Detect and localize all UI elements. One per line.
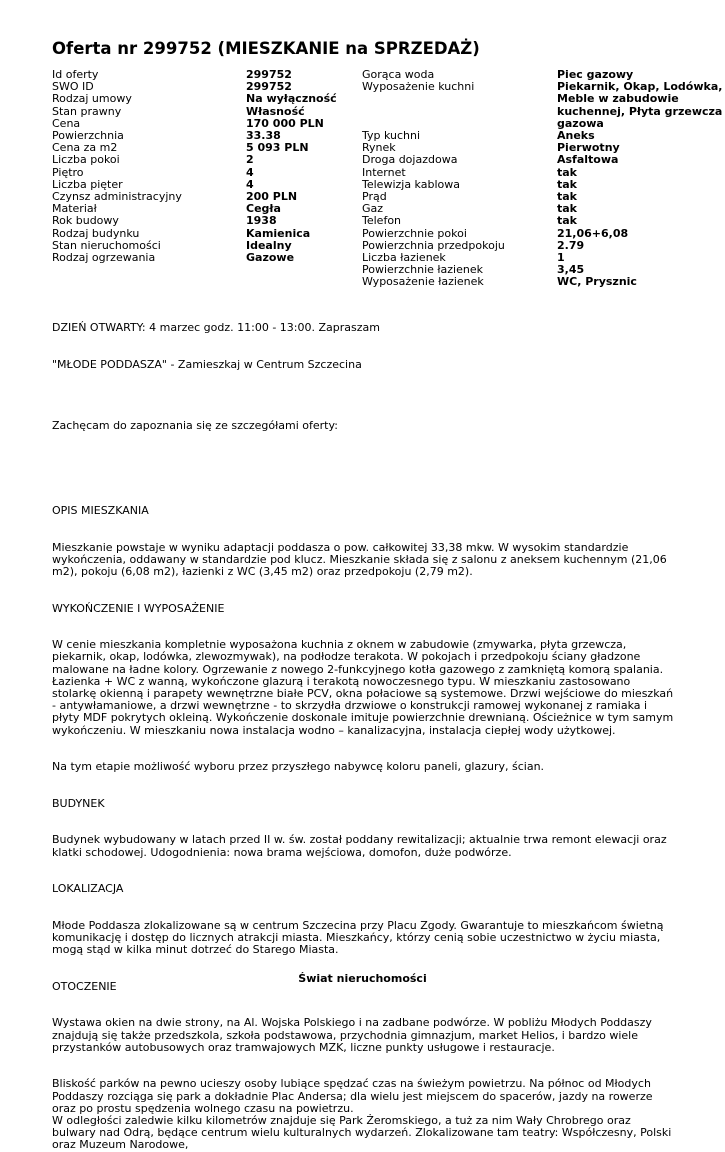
kitchen-equipment-line: Meble w zabudowie [557, 92, 679, 106]
spacer [52, 578, 674, 602]
detail-row [362, 191, 722, 203]
description-body [52, 322, 674, 1152]
detail-value: Własność [246, 104, 305, 118]
spacer [52, 810, 674, 834]
detail-label: Telewizja kablowa [362, 177, 460, 191]
details-left-column [52, 69, 356, 264]
detail-label: Cena [52, 116, 81, 130]
spacer [52, 737, 674, 761]
detail-row [362, 276, 722, 288]
detail-label: Rok budowy [52, 214, 119, 228]
open-day-text: DZIEŃ OTWARTY: 4 marzec godz. 11:00 - 13:00. Zapraszam [52, 321, 380, 334]
section-text-otoczenie: Wystawa okien na dwie strony, na Al. Wojska Polskiego i na zadbane podwórze. W pobliżu Młodych Poddaszy znajdują się także przedszkola, szkoła podstawowa, przychodnia gimnazjum, market Helios, i bardzo wiele przystanków autobusowych oraz tramwajowych MZK, liczne punkty usługowe i restauracje. [52, 1016, 652, 1054]
spacer [52, 859, 674, 883]
detail-value: Kamienica [246, 226, 311, 240]
detail-row [52, 154, 356, 166]
section-text-lokalizacja: Młode Poddasza zlokalizowane są w centrum Szczecina przy Placu Zgody. Gwarantuje to mieszkańcom świetną komunikację i dostęp do licznych atrakcji miasta. Mieszkańcy, którzy cenią sobie uczestnictwo w życiu miasta, mogą stąd w kilka minut dotrzeć do Starego Miasta. [52, 918, 664, 957]
detail-label: Powierzchnie pokoi [362, 226, 467, 240]
detail-value: 3,45 [557, 264, 585, 277]
detail-label: Liczba łazienek [362, 251, 446, 265]
detail-row-kitchen-equipment [362, 81, 722, 130]
section-text-budynek: Budynek wybudowany w latach przed II w. św. został poddany rewitalizacji; aktualnie trwa remont elewacji oraz klatki schodowej. Udogodnienia: nowa brama wejściowa, domofon, duże podwórze. [52, 833, 667, 859]
detail-value: tak [557, 191, 577, 204]
detail-row [52, 106, 356, 118]
detail-label: Id oferty [52, 68, 99, 81]
page-title: Oferta nr 299752 (MIESZKANIE na SPRZEDAŻ) [52, 39, 480, 58]
details-right-column [362, 69, 722, 289]
detail-row [362, 167, 722, 179]
section-heading-otoczenie: OTOCZENIE [52, 979, 117, 993]
spacer [52, 481, 674, 505]
section-heading-lokalizacja: LOKALIZACJA [52, 882, 124, 896]
detail-value: Idealny [246, 238, 292, 252]
detail-row [362, 179, 722, 191]
detail-label: Stan prawny [52, 104, 122, 118]
page-footer: Świat nieruchomości [298, 972, 427, 985]
detail-label: Internet [362, 165, 406, 179]
detail-label: Powierzchnia przedpokoju [362, 238, 505, 252]
detail-value: 2.79 [557, 239, 585, 252]
detail-value: Asfaltowa [557, 154, 619, 167]
detail-value-multiline [557, 81, 722, 130]
detail-value: Cegła [246, 202, 281, 216]
spacer [52, 517, 674, 541]
detail-label: Typ kuchni [362, 129, 421, 143]
detail-label: Cena za m2 [52, 141, 118, 155]
detail-row [52, 215, 356, 227]
detail-row [52, 228, 356, 240]
detail-label: Powierzchnia [52, 129, 124, 143]
detail-value: tak [557, 178, 577, 191]
section-text-otoczenie-3: W odległości zaledwie kilku kilometrów znajduje się Park Żeromskiego, a tuż za nim Wały Chrobrego oraz bulwary nad Odrą, będące centrum wielu kulturalnych wydarzeń. Zlokalizowane tam teatry: Współczesny, Polski oraz Muzeum Narodowe, [52, 1113, 672, 1152]
detail-label: Czynsz administracyjny [52, 190, 182, 204]
detail-value: 2 [246, 153, 254, 167]
detail-label: Droga dojazdowa [362, 153, 458, 167]
detail-value: tak [557, 215, 577, 228]
kitchen-equipment-line: gazowa [557, 116, 604, 130]
detail-label: Rodzaj budynku [52, 226, 140, 240]
detail-row [52, 191, 356, 203]
detail-value: 5 093 PLN [246, 141, 309, 155]
detail-label: Stan nieruchomości [52, 238, 161, 252]
detail-value: Pierwotny [557, 142, 620, 155]
detail-value: 21,06+6,08 [557, 227, 629, 240]
spacer [52, 432, 674, 456]
detail-value: Gazowe [246, 251, 295, 265]
section-note-wykonczenie: Na tym etapie możliwość wyboru przez przyszłego nabywcę koloru paneli, glazury, ścian. [52, 760, 545, 774]
detail-label: Wyposażenie kuchni [362, 80, 475, 94]
detail-label: Piętro [52, 165, 84, 179]
detail-value: 299752 [246, 80, 292, 94]
detail-label: Gorąca woda [362, 68, 435, 81]
tagline-text: "MŁODE PODDASZA" - Zamieszkaj w Centrum Szczecina [52, 357, 362, 371]
detail-value: 4 [246, 177, 254, 191]
detail-label: Gaz [362, 202, 384, 216]
detail-value: 1 [557, 252, 565, 265]
detail-value: 1938 [246, 214, 277, 228]
spacer [52, 456, 674, 480]
section-heading-wykonczenie: WYKOŃCZENIE I WYPOSAŻENIE [52, 601, 225, 615]
invite-text: Zachęcam do zapoznania się ze szczegółami oferty: [52, 418, 338, 432]
detail-value: 200 PLN [246, 190, 298, 204]
kitchen-equipment-line: kuchennej, Płyta grzewcza [557, 104, 722, 118]
detail-row [362, 228, 722, 240]
spacer [52, 334, 674, 358]
detail-value: 299752 [246, 68, 292, 81]
detail-label: Liczba pokoi [52, 153, 120, 167]
detail-label: Telefon [362, 214, 402, 228]
section-text-wykonczenie: W cenie mieszkania kompletnie wyposażona kuchnia z oknem w zabudowie (zmywarka, płyta grzewcza, piekarnik, okap, lodówka, zlewozmywak), na podłodze terakota. W pokojach i przedpokoju ściany gładzone malowane na ładne kolory. Ogrzewanie z nowego 2-funkcyjnego kotła gazowego z zamkniętą komorą spalania. Łazienka + WC z wanną, wykończone glazurą i terakotą nowoczesnego typu. W mieszkaniu zastosowano stolarkę okienną i parapety wewnętrzne białe PCV, okna połaciowe są systemowe. Drzwi wejściowe do mieszkań - antywłamaniowe, a drzwi wewnętrzne - to skrzydła drzwiowe o konstrukcji ramowej wykonanej z ramiaka i płyty MDF pokrytych okleiną. Wykończenie doskonale imituje powierzchnie drewnianą. Ościeżnice w tym samym wykończeniu. W mieszkaniu nowa instalacja wodno – kanalizacyjna, instalacja ciepłej wody użytkowej. [52, 638, 674, 737]
detail-value: 33.38 [246, 129, 281, 143]
kitchen-equipment-line: Piekarnik, Okap, Lodówka, [557, 81, 722, 94]
detail-row [362, 215, 722, 227]
section-text-opis: Mieszkanie powstaje w wyniku adaptacji poddasza o pow. całkowitej 33,38 mkw. W wysokim standardzie wykończenia, oddawany w standardzie pod klucz. Mieszkanie składa się z salonu z aneksem kuchennym (21,06 m2), pokoju (6,08 m2), łazienki z WC (3,45 m2) oraz przedpokoju (2,79 m2). [52, 540, 667, 578]
detail-label: Rodzaj umowy [52, 92, 132, 106]
detail-row [52, 69, 356, 81]
spacer [52, 371, 674, 395]
detail-value: tak [557, 203, 577, 216]
detail-row [52, 167, 356, 179]
detail-label: Powierzchnie łazienek [362, 263, 483, 277]
detail-value: Aneks [557, 130, 595, 143]
section-heading-opis: OPIS MIESZKANIA [52, 503, 149, 517]
detail-value: 4 [246, 165, 254, 179]
detail-label: Liczba pięter [52, 177, 123, 191]
detail-value: Piec gazowy [557, 69, 634, 81]
spacer [52, 395, 674, 419]
detail-value: tak [557, 166, 577, 179]
detail-value: Na wyłączność [246, 92, 337, 106]
detail-value: 170 000 PLN [246, 116, 324, 130]
detail-label: Rynek [362, 141, 396, 155]
detail-row [52, 93, 356, 105]
detail-row [52, 252, 356, 264]
spacer [52, 615, 674, 639]
detail-value: WC, Prysznic [557, 276, 637, 289]
spacer [52, 773, 674, 797]
section-heading-budynek: BUDYNEK [52, 796, 105, 810]
detail-row [362, 203, 722, 215]
detail-row [362, 130, 722, 142]
section-text-otoczenie-2: Bliskość parków na pewno ucieszy osoby lubiące spędzać czas na świeżym powietrzu. Na północ od Młodych Poddaszy rozciąga się park a dokładnie Plac Andersa; dla wielu jest miejscem do spacerów, jazdy na rowerze oraz po prostu spędzenia wolnego czasu na powietrzu. [52, 1077, 653, 1115]
spacer [52, 1054, 674, 1078]
detail-label: Prąd [362, 190, 387, 204]
detail-label: SWO ID [52, 80, 94, 94]
detail-label: Materiał [52, 202, 97, 216]
detail-label: Wyposażenie łazienek [362, 275, 484, 289]
detail-row [362, 154, 722, 166]
spacer [52, 993, 674, 1017]
spacer [52, 895, 674, 919]
detail-label: Rodzaj ogrzewania [52, 251, 156, 265]
